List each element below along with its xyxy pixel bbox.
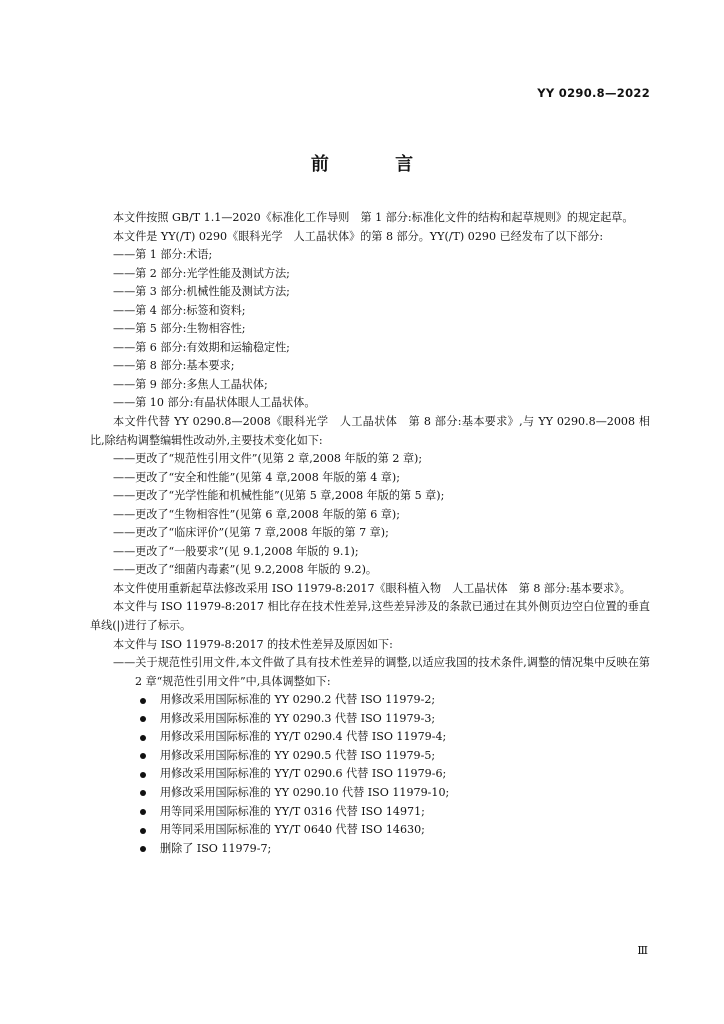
paragraph-differences-intro: 本文件与 ISO 11979-8:2017 的技术性差异及原因如下: [113, 637, 393, 651]
paragraph-series: 本文件是 YY(/T) 0290《眼科光学 人工晶状体》的第 8 部分。YY(/T) 0290 已经发布了以下部分: [113, 229, 604, 243]
paragraph-drafting: 本文件按照 GB/T 1.1—2020《标准化工作导则 第 1 部分:标准化文件的结构和起草规则》的规定起草。 [113, 211, 634, 224]
paragraph-replaces: 本文件代替 YY 0290.8—2008《眼科光学 人工晶状体 第 8 部分:基本要求》,与 YY 0290.8—2008 相比,除结构调整编辑性改动外,主要技术变化如下: [90, 415, 650, 447]
bullet-list [90, 691, 650, 858]
list-item: ——更改了“光学性能和机械性能”(见第 5 章,2008 年版的第 5 章); [113, 489, 445, 503]
bullet-dot-icon [140, 698, 146, 704]
list-item: ——第 1 部分:术语; [113, 248, 213, 262]
list-item: ——第 5 部分:生物相容性; [113, 322, 246, 336]
standard-code: YY 0290.8—2022 [537, 86, 650, 100]
paragraph-differences: 本文件与 ISO 11979-8:2017 相比存在技术性差异,这些差异涉及的条款已通过在其外侧页边空白位置的垂直单线(|)进行了标示。 [90, 600, 650, 633]
list-item: ——第 4 部分:标签和资料; [113, 303, 246, 317]
list-item: ——更改了“规范性引用文件”(见第 2 章,2008 年版的第 2 章); [113, 452, 423, 466]
bullet-item: 用修改采用国际标准的 YY 0290.5 代替 ISO 11979-5; [90, 747, 650, 766]
bullet-dot-icon [140, 735, 146, 741]
bullet-item: 用修改采用国际标准的 YY 0290.2 代替 ISO 11979-2; [90, 691, 650, 710]
bullet-item: 删除了 ISO 11979-7; [90, 840, 650, 859]
list-item: ——第 8 部分:基本要求; [113, 359, 235, 373]
list-item: ——更改了“安全和性能”(见第 4 章,2008 年版的第 4 章); [113, 470, 400, 484]
list-item [90, 654, 650, 691]
list-item: ——更改了“一般要求”(见 9.1,2008 年版的 9.1); [113, 544, 359, 558]
list-item: ——更改了“临床评价”(见第 7 章,2008 年版的第 7 章); [113, 526, 389, 540]
bullet-item: 用修改采用国际标准的 YY/T 0290.6 代替 ISO 11979-6; [90, 765, 650, 784]
list-item: ——更改了“细菌内毒素”(见 9.2,2008 年版的 9.2)。 [113, 563, 378, 577]
paragraph-adoption: 本文件使用重新起草法修改采用 ISO 11979-8:2017《眼科植入物 人工晶状体 第 8 部分:基本要求》。 [113, 581, 631, 595]
bullet-item: 用等同采用国际标准的 YY/T 0316 代替 ISO 14971; [90, 803, 650, 822]
bullet-dot-icon [140, 828, 146, 834]
list-item: ——第 3 部分:机械性能及测试方法; [113, 285, 290, 299]
list-item: ——第 6 部分:有效期和运输稳定性; [113, 340, 290, 354]
changes-list [90, 450, 650, 580]
bullet-dot-icon [140, 772, 146, 778]
bullet-item: 用修改采用国际标准的 YY/T 0290.4 代替 ISO 11979-4; [90, 728, 650, 747]
list-item: ——更改了“生物相容性”(见第 6 章,2008 年版的第 6 章); [113, 507, 400, 521]
list-item: ——第 2 部分:光学性能及测试方法; [113, 266, 290, 280]
list-item: ——第 10 部分:有晶状体眼人工晶状体。 [113, 396, 316, 410]
parts-list [90, 246, 650, 413]
bullet-dot-icon [140, 809, 146, 815]
bullet-item: 用修改采用国际标准的 YY 0290.3 代替 ISO 11979-3; [90, 710, 650, 729]
bullet-item: 用修改采用国际标准的 YY 0290.10 代替 ISO 11979-10; [90, 784, 650, 803]
list-item: ——第 9 部分:多焦人工晶状体; [113, 377, 268, 391]
bullet-item: 用等同采用国际标准的 YY/T 0640 代替 ISO 14630; [90, 821, 650, 840]
page-number: Ⅲ [637, 944, 648, 957]
page-title: 前 言 [310, 154, 444, 175]
document-body [90, 209, 650, 858]
diff-intro-text: ——关于规范性引用文件,本文件做了具有技术性差异的调整,以适应我国的技术条件,调整的情况集中反映在第 2 章“规范性引用文件”中,具体调整如下: [113, 656, 650, 688]
